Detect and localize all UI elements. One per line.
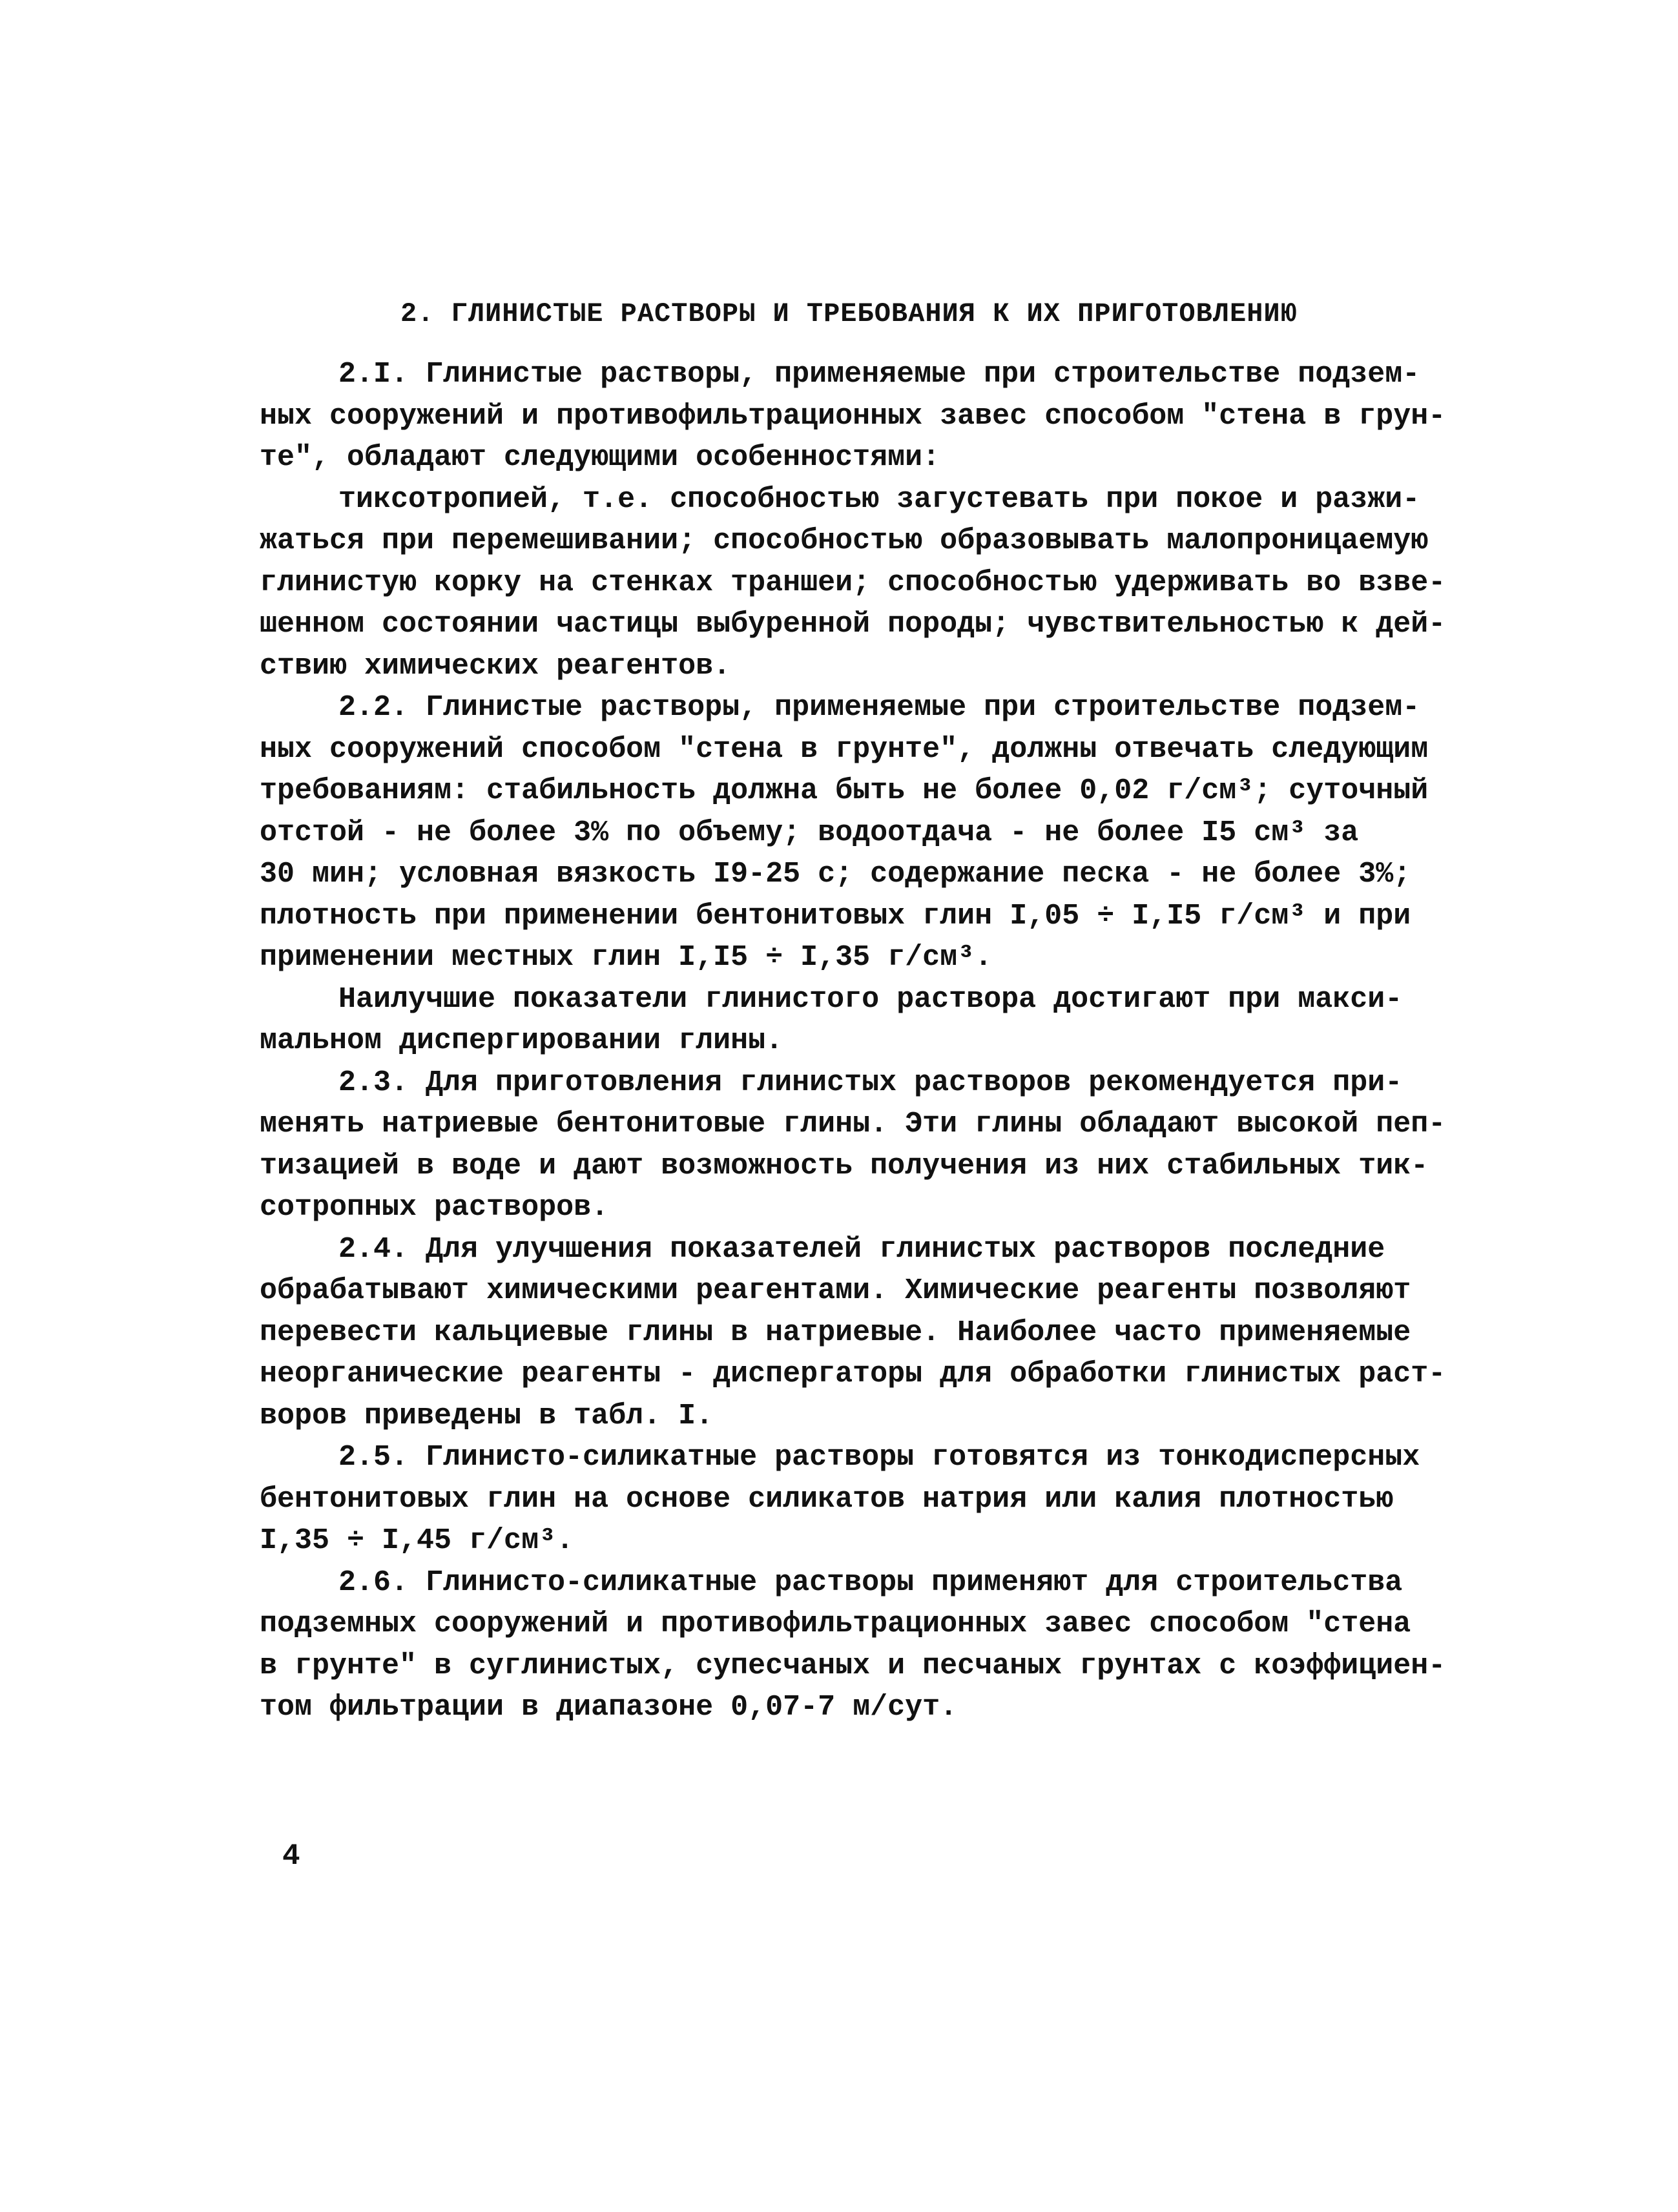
paragraph-2-5 — [260, 1437, 1420, 1562]
text-line: ствию химических реагентов. — [260, 649, 731, 683]
text-line: мальном диспергировании глины. — [260, 1024, 783, 1057]
text-line: 2.4. Для улучшения показателей глинистых растворов последние — [338, 1232, 1385, 1266]
text-line: отстой - не более 3% по объему; водоотдача - не более I5 см³ за — [260, 816, 1359, 849]
text-line: менять натриевые бентонитовые глины. Эти глины обладают высокой пеп- — [260, 1108, 1446, 1141]
text-line: неорганические реагенты - диспергаторы для обработки глинистых раст- — [260, 1358, 1446, 1390]
text-line: тизацией в воде и дают возможность получения из них стабильных тик- — [260, 1149, 1429, 1183]
text-line: обрабатывают химическими реагентами. Химические реагенты позволяют — [260, 1274, 1411, 1307]
text-line: 2.6. Глинисто-силикатные растворы применяют для строительства — [338, 1566, 1403, 1599]
text-line: перевести кальциевые глины в натриевые. Наиболее часто применяемые — [260, 1316, 1411, 1349]
text-line: плотность при применении бентонитовых глин I,05 ÷ I,I5 г/см³ и при — [260, 899, 1411, 933]
paragraph-2-6 — [260, 1562, 1446, 1729]
text-line: 2.I. Глинистые растворы, применяемые при строительстве подзем- — [338, 358, 1420, 391]
text-line: жаться при перемешивании; способностью образовывать малопроницаемую — [260, 524, 1429, 557]
page-number: 4 — [282, 1839, 300, 1873]
text-line: бентонитовых глин на основе силикатов натрия или калия плотностью — [260, 1482, 1394, 1516]
text-line: Наилучшие показатели глинистого раствора достигают при макси- — [338, 982, 1403, 1016]
text-line: в грунте" в суглинистых, супесчаных и песчаных грунтах с коэффициен- — [260, 1649, 1446, 1682]
text-line: применении местных глин I,I5 ÷ I,35 г/см³. — [260, 941, 993, 974]
paragraph-2-2 — [260, 687, 1429, 979]
text-line: воров приведены в табл. I. — [260, 1399, 714, 1432]
paragraph-2-4 — [260, 1229, 1446, 1438]
paragraph-thixotropy — [260, 479, 1446, 688]
text-line: 2.3. Для приготовления глинистых растворов рекомендуется при- — [338, 1066, 1403, 1099]
paragraph-best-results — [260, 979, 1403, 1062]
text-line: ных сооружений способом "стена в грунте", должны отвечать следующим — [260, 732, 1429, 766]
text-line: сотропных растворов. — [260, 1191, 609, 1224]
text-line: те", обладают следующими особенностями: — [260, 441, 940, 474]
section-heading: 2. ГЛИНИСТЫЕ РАСТВОРЫ И ТРЕБОВАНИЯ К ИХ ПРИГОТОВЛЕНИЮ — [400, 298, 1298, 329]
text-line: шенном состоянии частицы выбуренной породы; чувствительностью к дей- — [260, 608, 1446, 641]
text-line: 30 мин; условная вязкость I9-25 с; содержание песка - не более 3%; — [260, 858, 1411, 891]
paragraph-2-3 — [260, 1062, 1446, 1229]
section-body — [260, 354, 1446, 1729]
text-line: тиксотропией, т.е. способностью загустевать при покое и разжи- — [338, 482, 1420, 516]
text-line: том фильтрации в диапазоне 0,07-7 м/сут. — [260, 1691, 958, 1724]
text-line: I,35 ÷ I,45 г/см³. — [260, 1524, 574, 1557]
text-line: 2.5. Глинисто-силикатные растворы готовятся из тонкодисперсных — [338, 1441, 1420, 1474]
paragraph-2-1 — [260, 354, 1446, 479]
text-line: ных сооружений и противофильтрационных завес способом "стена в грун- — [260, 399, 1446, 433]
text-line: 2.2. Глинистые растворы, применяемые при строительстве подзем- — [338, 691, 1420, 724]
text-line: глинистую корку на стенках траншеи; способностью удерживать во взве- — [260, 566, 1446, 599]
text-line: подземных сооружений и противофильтрационных завес способом "стена — [260, 1607, 1411, 1640]
text-line: требованиям: стабильность должна быть не более 0,02 г/см³; суточный — [260, 774, 1429, 807]
